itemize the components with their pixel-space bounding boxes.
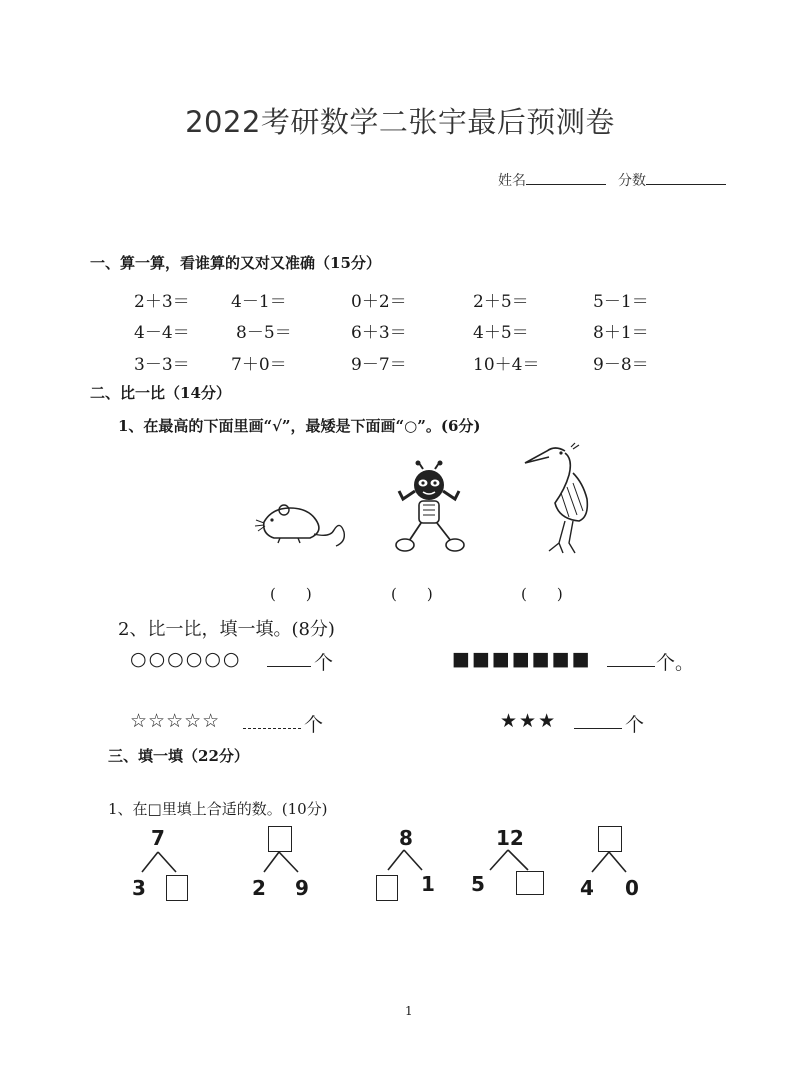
solid-stars-row: ★★★ [500, 710, 558, 732]
circles-blank[interactable] [267, 654, 311, 667]
answer-paren[interactable]: ( ) [270, 585, 312, 603]
bond-answer-box[interactable] [598, 826, 622, 852]
problem: 4＋5＝ [473, 323, 529, 343]
bond-top-number: 7 [151, 826, 165, 850]
bond-right-number: 1 [421, 872, 435, 896]
bond-answer-box[interactable] [516, 871, 544, 895]
bond-left-number: 3 [132, 876, 146, 900]
bond-lines [140, 852, 180, 874]
bond-answer-box[interactable] [166, 875, 188, 901]
bond-right-number: 0 [625, 876, 639, 900]
bond-answer-box[interactable] [268, 826, 292, 852]
section3-heading: 三、填一填（22分） [108, 747, 249, 765]
problem: 0＋2＝ [351, 292, 407, 312]
problem: 3－3＝ [134, 355, 190, 375]
bond-lines [486, 850, 532, 872]
problem: 4－1＝ [231, 292, 287, 312]
problem: 2＋3＝ [134, 292, 190, 312]
squares-row: ■■■■■■■ [452, 648, 592, 670]
squares-blank[interactable] [607, 654, 655, 667]
section2-question2: 2、比一比，填一填。(8分) [118, 619, 335, 640]
section3-question1: 1、在□里填上合适的数。(10分) [108, 800, 328, 818]
page-number: 1 [405, 1004, 413, 1018]
circles-unit: 个 [314, 652, 334, 674]
bond-left-number: 4 [580, 876, 594, 900]
score-label: 分数 [618, 173, 646, 189]
section2-heading: 二、比一比（14分） [90, 384, 231, 402]
section2-question1: 1、在最高的下面里画“√”，最矮是下面画“○”。(6分) [118, 417, 481, 435]
problem: 9－8＝ [593, 355, 649, 375]
name-field[interactable] [498, 170, 606, 190]
bond-top-number: 12 [496, 826, 524, 850]
circles-row: ○○○○○○ [130, 648, 242, 670]
problem: 9－7＝ [351, 355, 407, 375]
problem: 8＋1＝ [593, 323, 649, 343]
name-label: 姓名 [498, 173, 526, 189]
problem: 7＋0＝ [231, 355, 287, 375]
bond-left-number: 2 [252, 876, 266, 900]
problem: 6＋3＝ [351, 323, 407, 343]
bond-right-number: 9 [295, 876, 309, 900]
bond-lines [384, 850, 424, 872]
bond-lines [262, 852, 302, 874]
problem: 10＋4＝ [473, 355, 540, 375]
hollow-stars-unit: 个 [304, 714, 324, 736]
answer-paren[interactable]: ( ) [391, 585, 433, 603]
bond-lines [590, 852, 630, 874]
answer-paren[interactable]: ( ) [521, 585, 563, 603]
solid-stars-unit: 个 [625, 714, 645, 736]
score-field[interactable] [618, 170, 726, 190]
hollow-stars-row: ☆☆☆☆☆ [130, 710, 221, 732]
problem: 8－5＝ [236, 323, 292, 343]
problem: 4－4＝ [134, 323, 190, 343]
mouse-illustration [258, 498, 348, 553]
section1-heading: 一、算一算，看谁算的又对又准确（15分） [90, 254, 381, 272]
solid-stars-blank[interactable] [574, 716, 622, 729]
problem: 5－1＝ [593, 292, 649, 312]
bond-top-number: 8 [399, 826, 413, 850]
ant-illustration [395, 463, 465, 558]
squares-unit: 个。 [656, 652, 695, 674]
problem: 2＋5＝ [473, 292, 529, 312]
page-title: 2022考研数学二张宇最后预测卷 [185, 105, 615, 139]
score-blank[interactable] [646, 172, 726, 185]
hollow-stars-blank[interactable] [243, 718, 301, 729]
name-blank[interactable] [526, 172, 606, 185]
crane-illustration [525, 443, 595, 558]
bond-answer-box[interactable] [376, 875, 398, 901]
bond-left-number: 5 [471, 872, 485, 896]
